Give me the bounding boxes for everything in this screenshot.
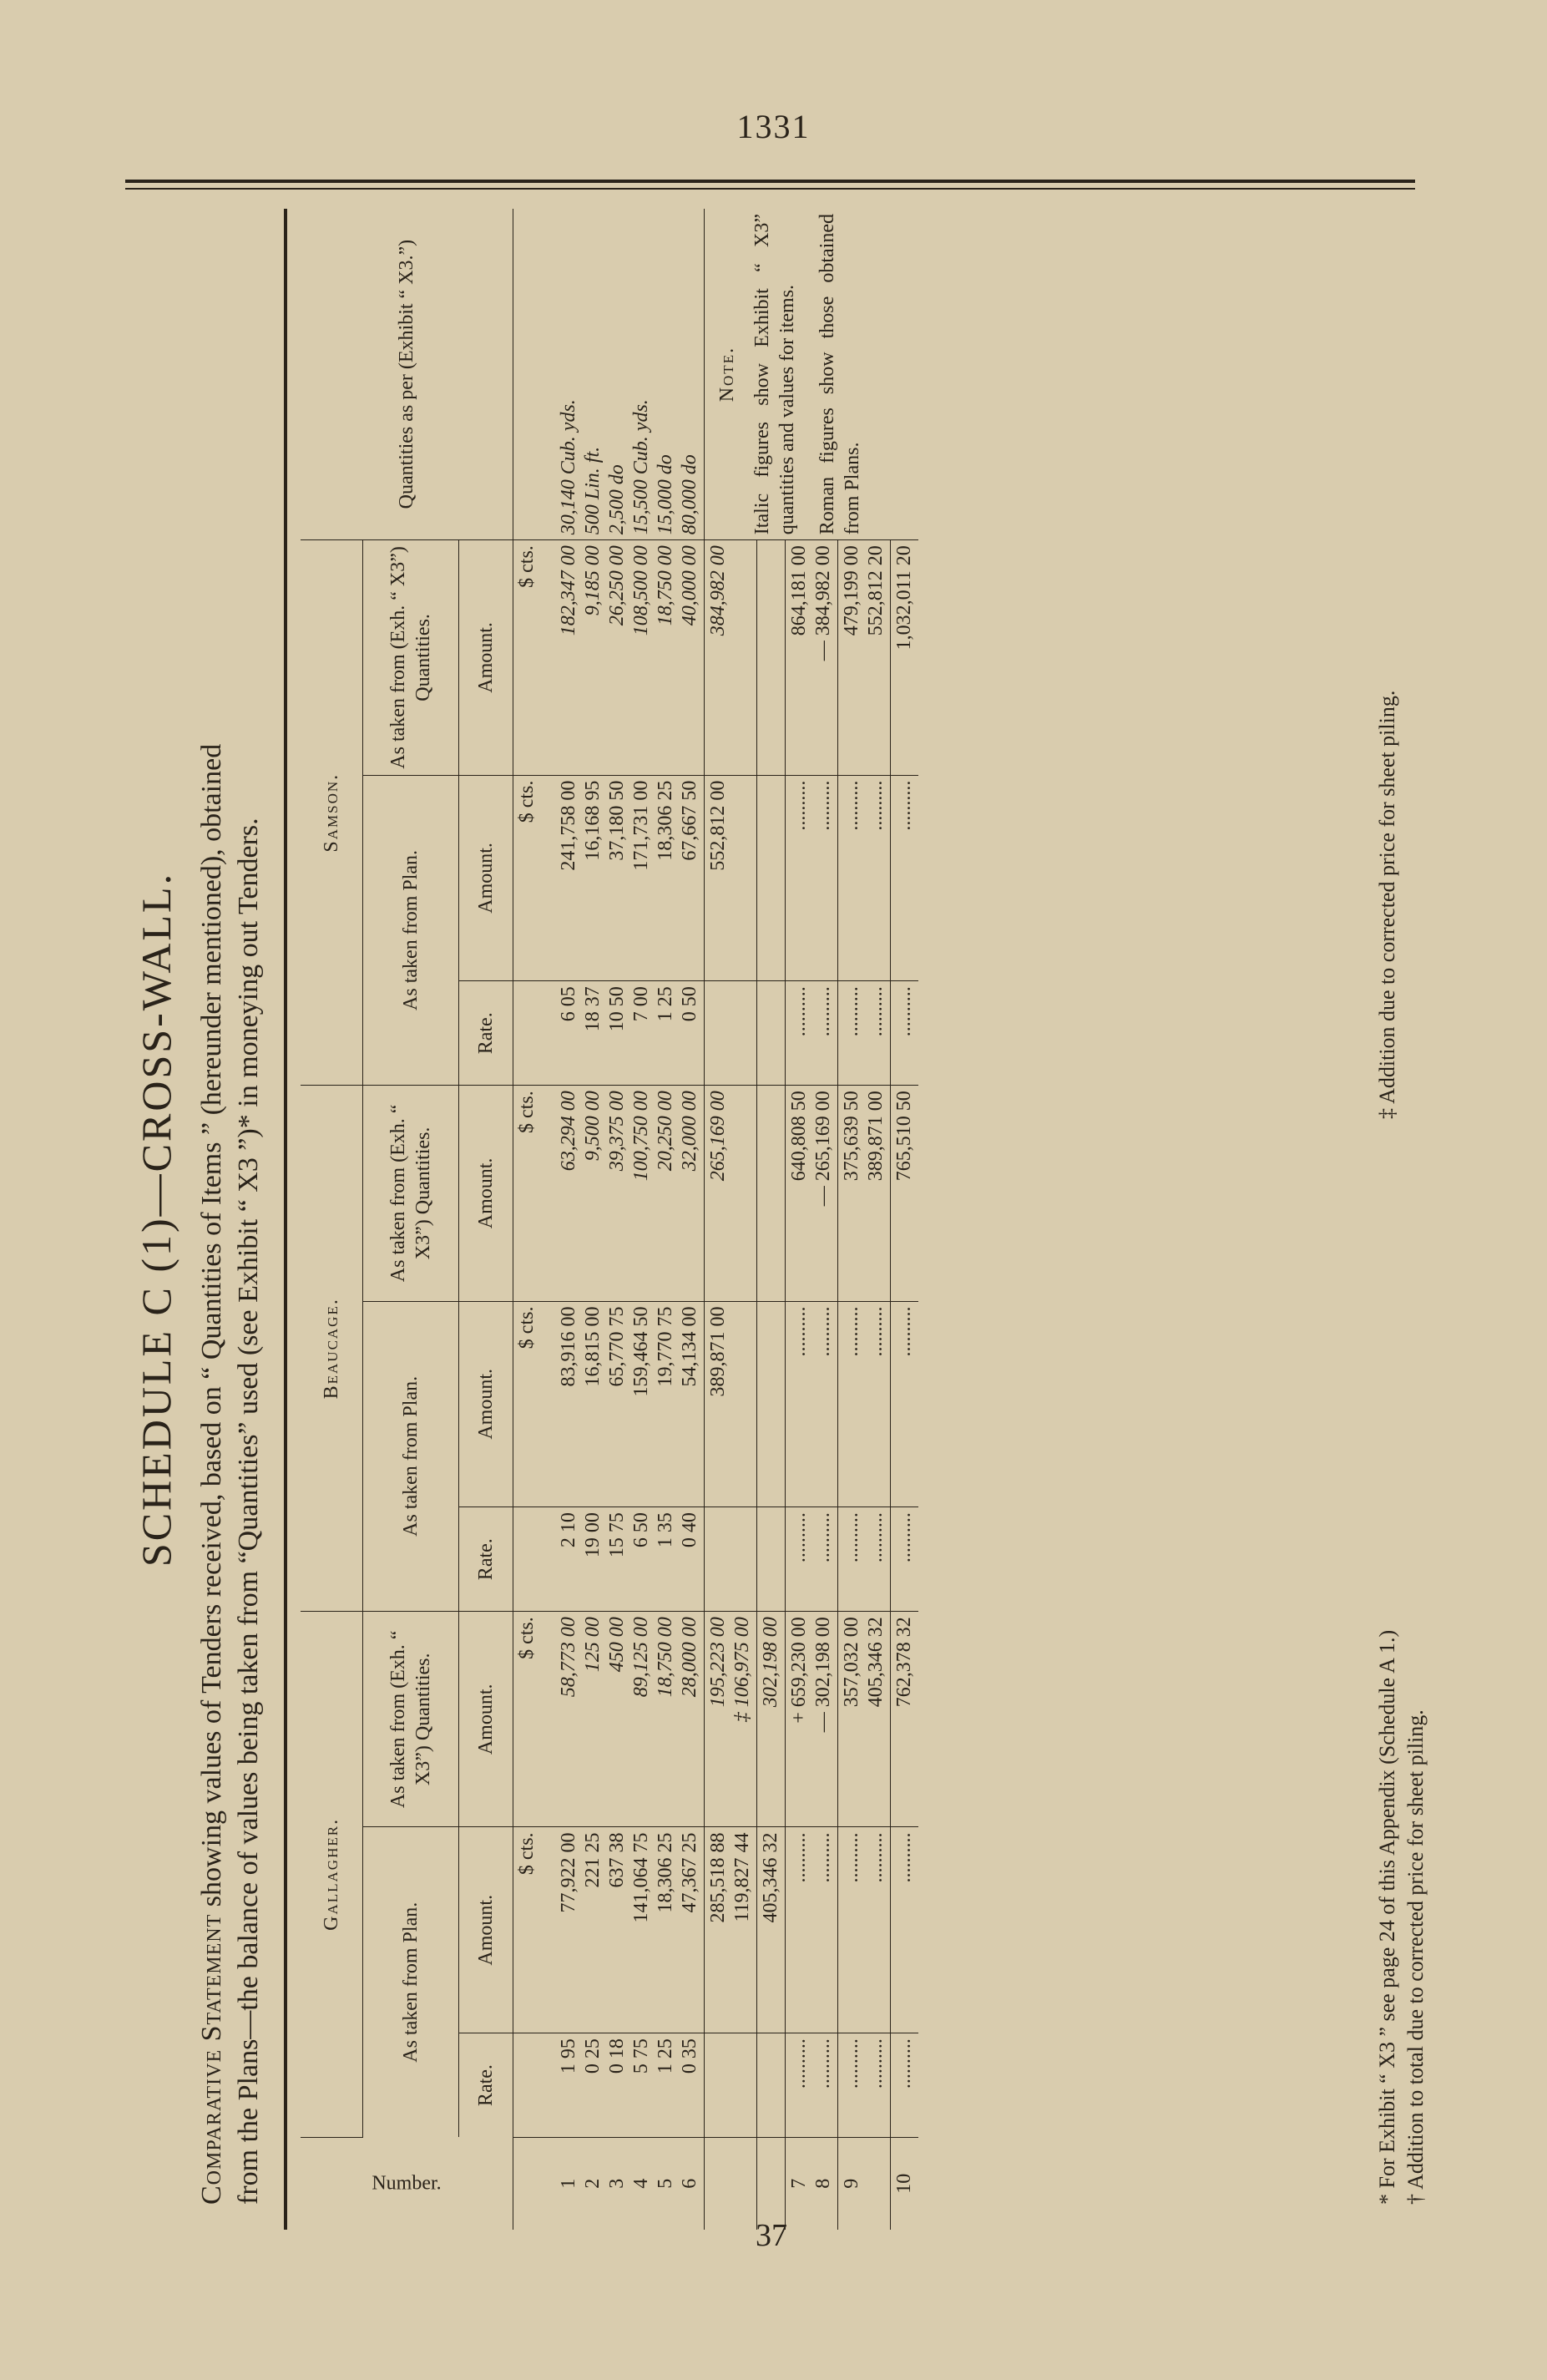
quantities-cell: 30,140 Cub. yds. 500 Lin. ft. 2,500 do 15,500 Cub. yds. 15,000 do 80,000 do [555,209,705,540]
amount-cell: 302,198 00 [756,1612,785,1827]
amount-cell: 389,871 00 [704,1301,756,1507]
table-row: 9 .......... .......... .......... .......... 357,032 00 405,346 32 .......... .......... .......... .......... 375,639 50 389,871 00 .......... .......... .......... .......... 479,199 00 552,812 20 [837,209,890,2230]
amount-cell: 63,294 00 9,500 00 39,375 00 100,750 00 20,250 00 32,000 00 [555,1086,705,1301]
amount-cell: 182,347 00 9,185 00 26,250 00 108,500 00 18,750 00 40,000 00 [555,540,705,775]
footnote-double-dagger: ‡ Addition due to corrected price for sheet piling. [1375,690,1399,1119]
gallagher-header: Gallagher. [301,1612,363,2137]
subtitle-line1: showing values of Tenders received, based on “ Quantities of Items ” (hereunder mentioned), obtained [196,743,227,1914]
comparative-table [301,209,918,2230]
s-exh-amount-header: Amount. [459,540,513,775]
rate-cell: 6 05 18 37 10 50 7 00 1 25 0 50 [555,981,705,1086]
g-exh-header: As taken from (Exh. “ X3”) Quantities. [363,1612,459,1827]
s-exh-header: As taken from (Exh. “ X3”) Quantities. [363,540,459,775]
rotated-page [117,184,1453,2255]
currency-label: $ cts. [513,540,555,775]
currency-label: $ cts. [513,1086,555,1301]
currency-label: $ cts. [513,775,555,981]
top-rule [125,180,1415,183]
footnote-dagger: † Addition to total due to corrected price for sheet piling. [1403,1709,1428,2205]
amount-cell: 384,982 00 [704,540,756,775]
g-plan-header: As taken from Plan. [363,1827,459,2137]
samson-header: Samson. [301,540,363,1086]
item-numbers: 1 2 3 4 5 6 [557,2178,700,2189]
amount-cell: 265,169 00 [704,1086,756,1301]
rate-cell: 1 95 0 25 0 18 5 75 1 25 0 35 [555,2033,705,2137]
quantities-header: Quantities as per (Exhibit “ X3.”) [301,209,513,540]
g-plan-amount-header: Amount. [459,1827,513,2033]
s-plan-amount-header: Amount. [459,775,513,981]
s-plan-header: As taken from Plan. [363,775,459,1086]
table-row: 10 .......... .......... 762,378 32 .......... .......... 765,510 50 .......... .......... 1,032,011 20 [890,209,918,2230]
amount-cell: + 659,230 00 — 302,198 00 [785,1612,837,1827]
item-numbers: 7 8 [787,2178,834,2189]
g-exh-amount-header: Amount. [459,1612,513,1827]
amount-cell: 864,181 00 — 384,982 00 [785,540,837,775]
currency-row [513,209,555,2230]
amount-cell: 83,916 00 16,815 00 65,770 75 159,464 50 19,770 75 54,134 00 [555,1301,705,1507]
currency-label: $ cts. [513,1301,555,1507]
subtitle [194,217,267,2205]
beaucage-header: Beaucage. [301,1086,363,1612]
note-roman-text: Roman figures show those obtained from Plans. [816,214,863,535]
item-numbers: 10 [892,2173,915,2194]
note-italic-text: Italic figures show Exhibit “ X3” quantities and values for items. [751,214,798,535]
table-top-rule [284,209,287,2230]
note-box [704,209,918,540]
b-rate-header: Rate. [459,1507,513,1612]
s-rate-header: Rate. [459,981,513,1086]
amount-cell: 762,378 32 [890,1612,918,1827]
amount-cell: 405,346 32 [756,1827,785,2033]
amount-cell: 375,639 50 389,871 00 [837,1086,890,1301]
amount-cell: 195,223 00 ‡ 106,975 00 [704,1612,756,1827]
page-number: 1331 [736,108,811,145]
currency-label: $ cts. [513,1827,555,2033]
b-exh-amount-header: Amount. [459,1086,513,1301]
subtitle-lead: Comparative Statement [196,1913,227,2205]
note-heading: Note. [715,346,738,403]
subtitle-line2: from the Plans—the balance of values being taken from “Quantities” used (see Exhibit “ X3 ”)* in moneying out Tenders. [233,818,264,2205]
amount-cell: 241,758 00 16,168 95 37,180 50 171,731 00 18,306 25 67,667 50 [555,775,705,981]
item-numbers: 9 [840,2178,862,2189]
b-plan-header: As taken from Plan. [363,1301,459,1612]
table-row: 7 8 .......... .......... .......... .......... + 659,230 00 — 302,198 00 .......... .......... .......... .......... 640,808 50 — 265,169 00 .......... .......... .......... .......... 864,181 00 — 384,982 00 [785,209,837,2230]
b-plan-amount-header: Amount. [459,1301,513,1507]
number-header: Number. [301,2137,513,2230]
side-number: 37 [756,2218,787,2253]
amount-cell: 640,808 50 — 265,169 00 [785,1086,837,1301]
b-exh-header: As taken from (Exh. “ X3”) Quantities. [363,1086,459,1301]
amount-cell: 285,518 88 119,827 44 [704,1827,756,2033]
footnote-star: * For Exhibit “ X3 ” see page 24 of this Appendix (Schedule A 1.) [1375,1629,1399,2205]
rate-cell: 2 10 19 00 15 75 6 50 1 35 0 40 [555,1507,705,1612]
schedule-title: SCHEDULE C (1)—CROSS-WALL. [133,871,179,1567]
amount-cell: 357,032 00 405,346 32 [837,1612,890,1827]
amount-cell: 58,773 00 125 00 450 00 89,125 00 18,750 00 28,000 00 [555,1612,705,1827]
currency-label: $ cts. [513,1612,555,1827]
g-rate-header: Rate. [459,2033,513,2137]
amount-cell: 479,199 00 552,812 20 [837,540,890,775]
amount-cell: 765,510 50 [890,1086,918,1301]
footnotes [1373,217,1430,2205]
amount-cell: 552,812 00 [704,775,756,981]
table-row [704,209,756,2230]
amount-cell: 77,922 00 221 25 637 38 141,064 75 18,306 25 47,367 25 [555,1827,705,2033]
amount-cell: 1,032,011 20 [890,540,918,775]
table-row [555,209,705,2230]
